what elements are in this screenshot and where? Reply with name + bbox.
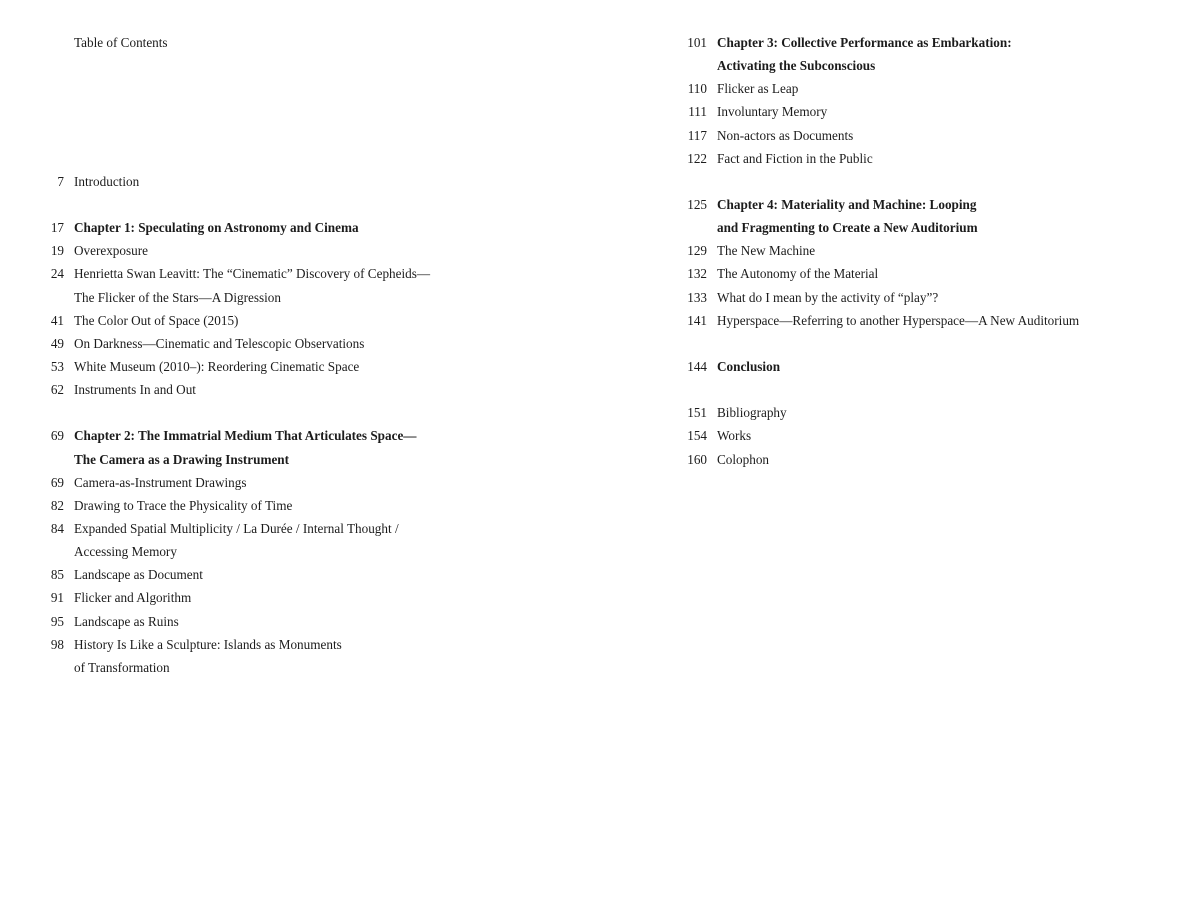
toc-page-number: 49	[50, 335, 64, 351]
toc-entry-title: Drawing to Trace the Physicality of Time	[74, 497, 293, 513]
toc-entry[interactable]	[0, 563, 600, 586]
toc-page-number: 24	[50, 266, 64, 282]
toc-page-number: 110	[687, 81, 707, 97]
toc-entry[interactable]	[0, 494, 600, 517]
toc-entry[interactable]	[0, 471, 600, 494]
toc-page-number: 132	[687, 266, 707, 282]
toc-entry[interactable]	[643, 262, 1200, 285]
toc-page-number: 91	[50, 590, 64, 606]
toc-entry-continuation[interactable]	[0, 540, 600, 563]
toc-entry[interactable]	[0, 332, 600, 355]
toc-page-number: 111	[688, 104, 707, 120]
toc-entry-title: Expanded Spatial Multiplicity / La Durée / Internal Thought /	[74, 521, 399, 536]
toc-entry[interactable]	[0, 170, 600, 193]
toc-entry[interactable]	[643, 309, 1200, 332]
toc-page-number: 84	[50, 521, 64, 536]
toc-sections	[643, 31, 1200, 471]
toc-entry-title: Landscape as Ruins	[74, 613, 179, 629]
toc-entry-title: The Autonomy of the Material	[717, 266, 879, 282]
toc-entry[interactable]	[0, 216, 600, 239]
toc-entry-title: Overexposure	[74, 243, 148, 259]
section-gap	[643, 378, 1200, 401]
toc-title: Table of Contents	[74, 35, 168, 50]
toc-entry-title: The Color Out of Space (2015)	[74, 312, 239, 328]
toc-page-number: 101	[687, 35, 707, 50]
toc-entry-title: Landscape as Document	[74, 567, 203, 583]
toc-entry[interactable]	[0, 517, 600, 540]
toc-page-number: 122	[687, 150, 707, 166]
toc-entry[interactable]	[0, 610, 600, 633]
toc-page-number: 144	[687, 358, 707, 374]
toc-page-number: 53	[50, 359, 64, 375]
toc-entry-title: Accessing Memory	[74, 544, 177, 560]
toc-page-number: 98	[50, 636, 64, 652]
toc-page-number: 85	[50, 567, 64, 583]
toc-entry[interactable]	[643, 100, 1200, 123]
toc-chapter-title: Chapter 3: Collective Performance as Embarkation:	[717, 35, 1012, 50]
toc-entry-title: On Darkness—Cinematic and Telescopic Observations	[74, 335, 365, 351]
toc-page-number: 129	[687, 243, 707, 259]
toc-entry[interactable]	[0, 424, 600, 447]
toc-entry[interactable]	[0, 633, 600, 656]
toc-entry[interactable]	[0, 355, 600, 378]
toc-page-number: 69	[50, 474, 64, 490]
toc-entry-title: Non-actors as Documents	[717, 127, 854, 143]
toc-entry[interactable]	[643, 193, 1200, 216]
toc-entry-title: Hyperspace—Referring to another Hyperspace—A New Auditorium	[717, 312, 1080, 328]
section-gap	[0, 401, 600, 424]
toc-page-number: 125	[687, 196, 707, 212]
toc-page-number: 82	[50, 497, 64, 513]
toc-entry-title: Works	[717, 428, 752, 444]
toc-page-number: 69	[50, 428, 64, 444]
toc-page-number: 41	[50, 312, 64, 328]
toc-chapter-title: Activating the Subconscious	[717, 58, 876, 74]
toc-entry-title: Bibliography	[717, 405, 787, 421]
toc-entry[interactable]	[0, 586, 600, 609]
toc-entry-continuation[interactable]	[643, 216, 1200, 239]
toc-entry-title: Colophon	[717, 451, 770, 467]
toc-entry-continuation[interactable]	[0, 656, 600, 679]
toc-chapter-title: Chapter 2: The Immatrial Medium That Articulates Space—	[74, 428, 417, 444]
right-page	[643, 31, 1200, 471]
toc-entry-continuation[interactable]	[0, 286, 600, 309]
toc-chapter-title: Chapter 4: Materiality and Machine: Looping	[717, 196, 977, 212]
toc-entry-title: Henrietta Swan Leavitt: The “Cinematic” Discovery of Cepheids—	[74, 266, 431, 282]
toc-page-number: 19	[50, 243, 64, 259]
toc-entry-continuation[interactable]	[0, 448, 600, 471]
toc-entry[interactable]	[643, 401, 1200, 424]
toc-entry-title: Camera-as-Instrument Drawings	[74, 474, 247, 490]
toc-entry-title: The Flicker of the Stars—A Digression	[74, 289, 281, 305]
toc-entry-title: What do I mean by the activity of “play”?	[717, 289, 939, 305]
toc-title-row	[0, 31, 600, 54]
toc-sections	[0, 170, 600, 679]
toc-page-number: 7	[57, 173, 64, 189]
toc-entry-title: Fact and Fiction in the Public	[717, 150, 873, 166]
section-gap	[0, 193, 600, 216]
left-page	[0, 31, 600, 679]
toc-entry[interactable]	[0, 309, 600, 332]
section-gap	[643, 170, 1200, 193]
section-gap	[643, 332, 1200, 355]
toc-entry[interactable]	[0, 262, 600, 285]
toc-page-number: 133	[687, 289, 707, 305]
toc-page-number: 160	[687, 451, 707, 467]
toc-entry-title: History Is Like a Sculpture: Islands as Monuments	[74, 636, 342, 652]
toc-entry[interactable]	[643, 448, 1200, 471]
toc-entry[interactable]	[643, 286, 1200, 309]
toc-chapter-title: and Fragmenting to Create a New Auditorium	[717, 220, 978, 236]
toc-chapter-title: Chapter 1: Speculating on Astronomy and Cinema	[74, 220, 359, 236]
toc-entry-title: Flicker as Leap	[717, 81, 799, 97]
toc-entry-continuation[interactable]	[643, 54, 1200, 77]
toc-page-number: 141	[687, 312, 707, 328]
toc-chapter-title: The Camera as a Drawing Instrument	[74, 451, 290, 467]
toc-entry-title: The New Machine	[717, 243, 816, 259]
toc-page-number: 151	[687, 405, 707, 421]
toc-entry[interactable]	[0, 378, 600, 401]
toc-entry-title: Instruments In and Out	[74, 382, 196, 398]
toc-entry-title: Introduction	[74, 173, 140, 189]
toc-entry[interactable]	[643, 424, 1200, 447]
toc-page-number: 95	[50, 613, 64, 629]
toc-entry[interactable]	[643, 124, 1200, 147]
toc-entry-title: Involuntary Memory	[717, 104, 828, 120]
toc-page-number: 117	[687, 127, 707, 143]
toc-entry-title: of Transformation	[74, 659, 170, 675]
toc-page-number: 62	[50, 382, 64, 398]
toc-chapter-title: Conclusion	[717, 358, 781, 374]
toc-entry-title: Flicker and Algorithm	[74, 590, 192, 606]
toc-entry[interactable]	[643, 239, 1200, 262]
spacer	[0, 54, 600, 170]
toc-entry[interactable]	[643, 77, 1200, 100]
toc-entry[interactable]	[643, 147, 1200, 170]
toc-page-number: 17	[50, 220, 64, 236]
toc-page-number: 154	[687, 428, 707, 444]
toc-entry-title: White Museum (2010–): Reordering Cinematic Space	[74, 359, 360, 375]
toc-entry[interactable]	[643, 355, 1200, 378]
toc-entry[interactable]	[643, 31, 1200, 54]
toc-entry[interactable]	[0, 239, 600, 262]
